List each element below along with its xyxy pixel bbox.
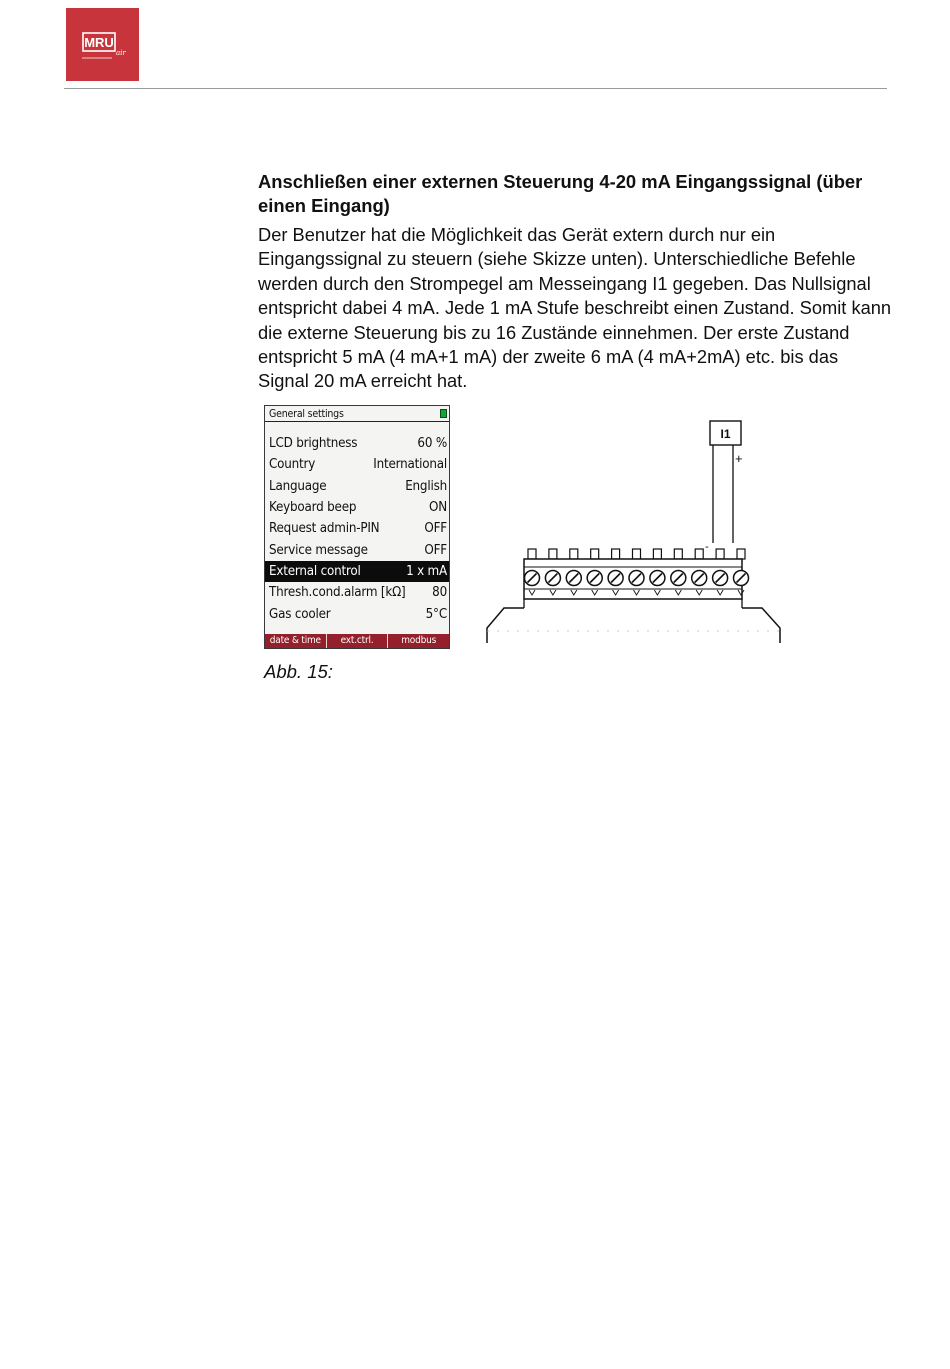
battery-icon: [440, 409, 447, 418]
setting-row-request-admin-pin[interactable]: [265, 518, 449, 539]
setting-label: Request admin-PIN: [269, 521, 380, 537]
setting-value: International: [373, 457, 447, 473]
input-label: I1: [720, 427, 731, 441]
setting-value: 1 x mA: [406, 563, 447, 579]
terminal-pin: [633, 549, 641, 559]
plus-sign: +: [735, 451, 743, 466]
setting-row-thresh-cond-alarm[interactable]: [265, 582, 449, 603]
setting-row-gas-cooler[interactable]: [265, 603, 449, 624]
setting-label: Thresh.cond.alarm [kΩ]: [269, 585, 406, 601]
terminal-pin: [716, 549, 724, 559]
setting-value: OFF: [424, 521, 447, 537]
svg-text:MRU: MRU: [84, 35, 114, 50]
figure-caption: Abb. 15:: [264, 661, 333, 682]
setting-value: 60 %: [417, 436, 447, 452]
terminal-pins: [528, 549, 745, 559]
terminal-pin: [653, 549, 661, 559]
setting-row-keyboard-beep[interactable]: [265, 497, 449, 518]
setting-label: Country: [269, 457, 316, 473]
setting-label: Keyboard beep: [269, 500, 357, 516]
housing-outline: [487, 608, 780, 643]
setting-label: LCD brightness: [269, 436, 358, 452]
terminal-pin: [549, 549, 557, 559]
header-divider: [64, 88, 887, 89]
setting-value: English: [405, 478, 447, 494]
setting-label: Gas cooler: [269, 606, 331, 622]
terminal-pin: [737, 549, 745, 559]
settings-list: [265, 433, 449, 625]
device-settings-screen: [264, 405, 450, 649]
softkey-date-time[interactable]: date & time: [265, 634, 327, 648]
setting-row-lcd-brightness[interactable]: [265, 433, 449, 454]
softkey-bar: [265, 634, 449, 648]
terminal-pin: [570, 549, 578, 559]
softkey-ext-ctrl[interactable]: ext.ctrl.: [327, 634, 389, 648]
terminal-pin: [591, 549, 599, 559]
terminal-pin: [695, 549, 703, 559]
setting-label: Service message: [269, 542, 368, 558]
screen-title: General settings: [265, 406, 449, 422]
svg-text:air: air: [116, 49, 126, 57]
minus-sign: -: [705, 541, 709, 553]
setting-value: 5°C: [425, 606, 447, 622]
setting-value: OFF: [424, 542, 447, 558]
setting-row-external-control[interactable]: [265, 561, 449, 582]
section-paragraph: Der Benutzer hat die Möglichkeit das Gerät extern durch nur ein Eingangssignal zu steuern (siehe Skizze unten). Unterschiedliche Befehle werden durch den Strompegel am Messeingang I1 gegeben. Das Nullsignal entspricht dabei 4 mA. Jede 1 mA Stufe beschreibt einen Zustand. Somit kann die externe Steuerung bis zu 16 Zustände einnehmen. Der erste Zustand entspricht 5 mA (4 mA+1 mA) der zweite 6 mA (4 mA+2mA) etc. bis das Signal 20 mA erreicht hat.: [258, 224, 892, 392]
setting-row-service-message[interactable]: [265, 539, 449, 560]
setting-row-country[interactable]: [265, 454, 449, 475]
logo-graphic: [66, 8, 139, 81]
terminal-pin: [674, 549, 682, 559]
terminal-wiring-diagram: [484, 418, 784, 650]
terminal-pin: [528, 549, 536, 559]
setting-value: ON: [429, 500, 447, 516]
company-logo: [66, 8, 139, 81]
setting-value: 80: [432, 585, 447, 601]
setting-label: External control: [269, 563, 361, 579]
setting-row-language[interactable]: [265, 476, 449, 497]
terminal-pin: [612, 549, 620, 559]
setting-label: Language: [269, 478, 327, 494]
softkey-modbus[interactable]: modbus: [401, 635, 437, 646]
section-title: Anschließen einer externen Steuerung 4-20 mA Eingangssignal (über einen Eingang): [258, 171, 863, 216]
